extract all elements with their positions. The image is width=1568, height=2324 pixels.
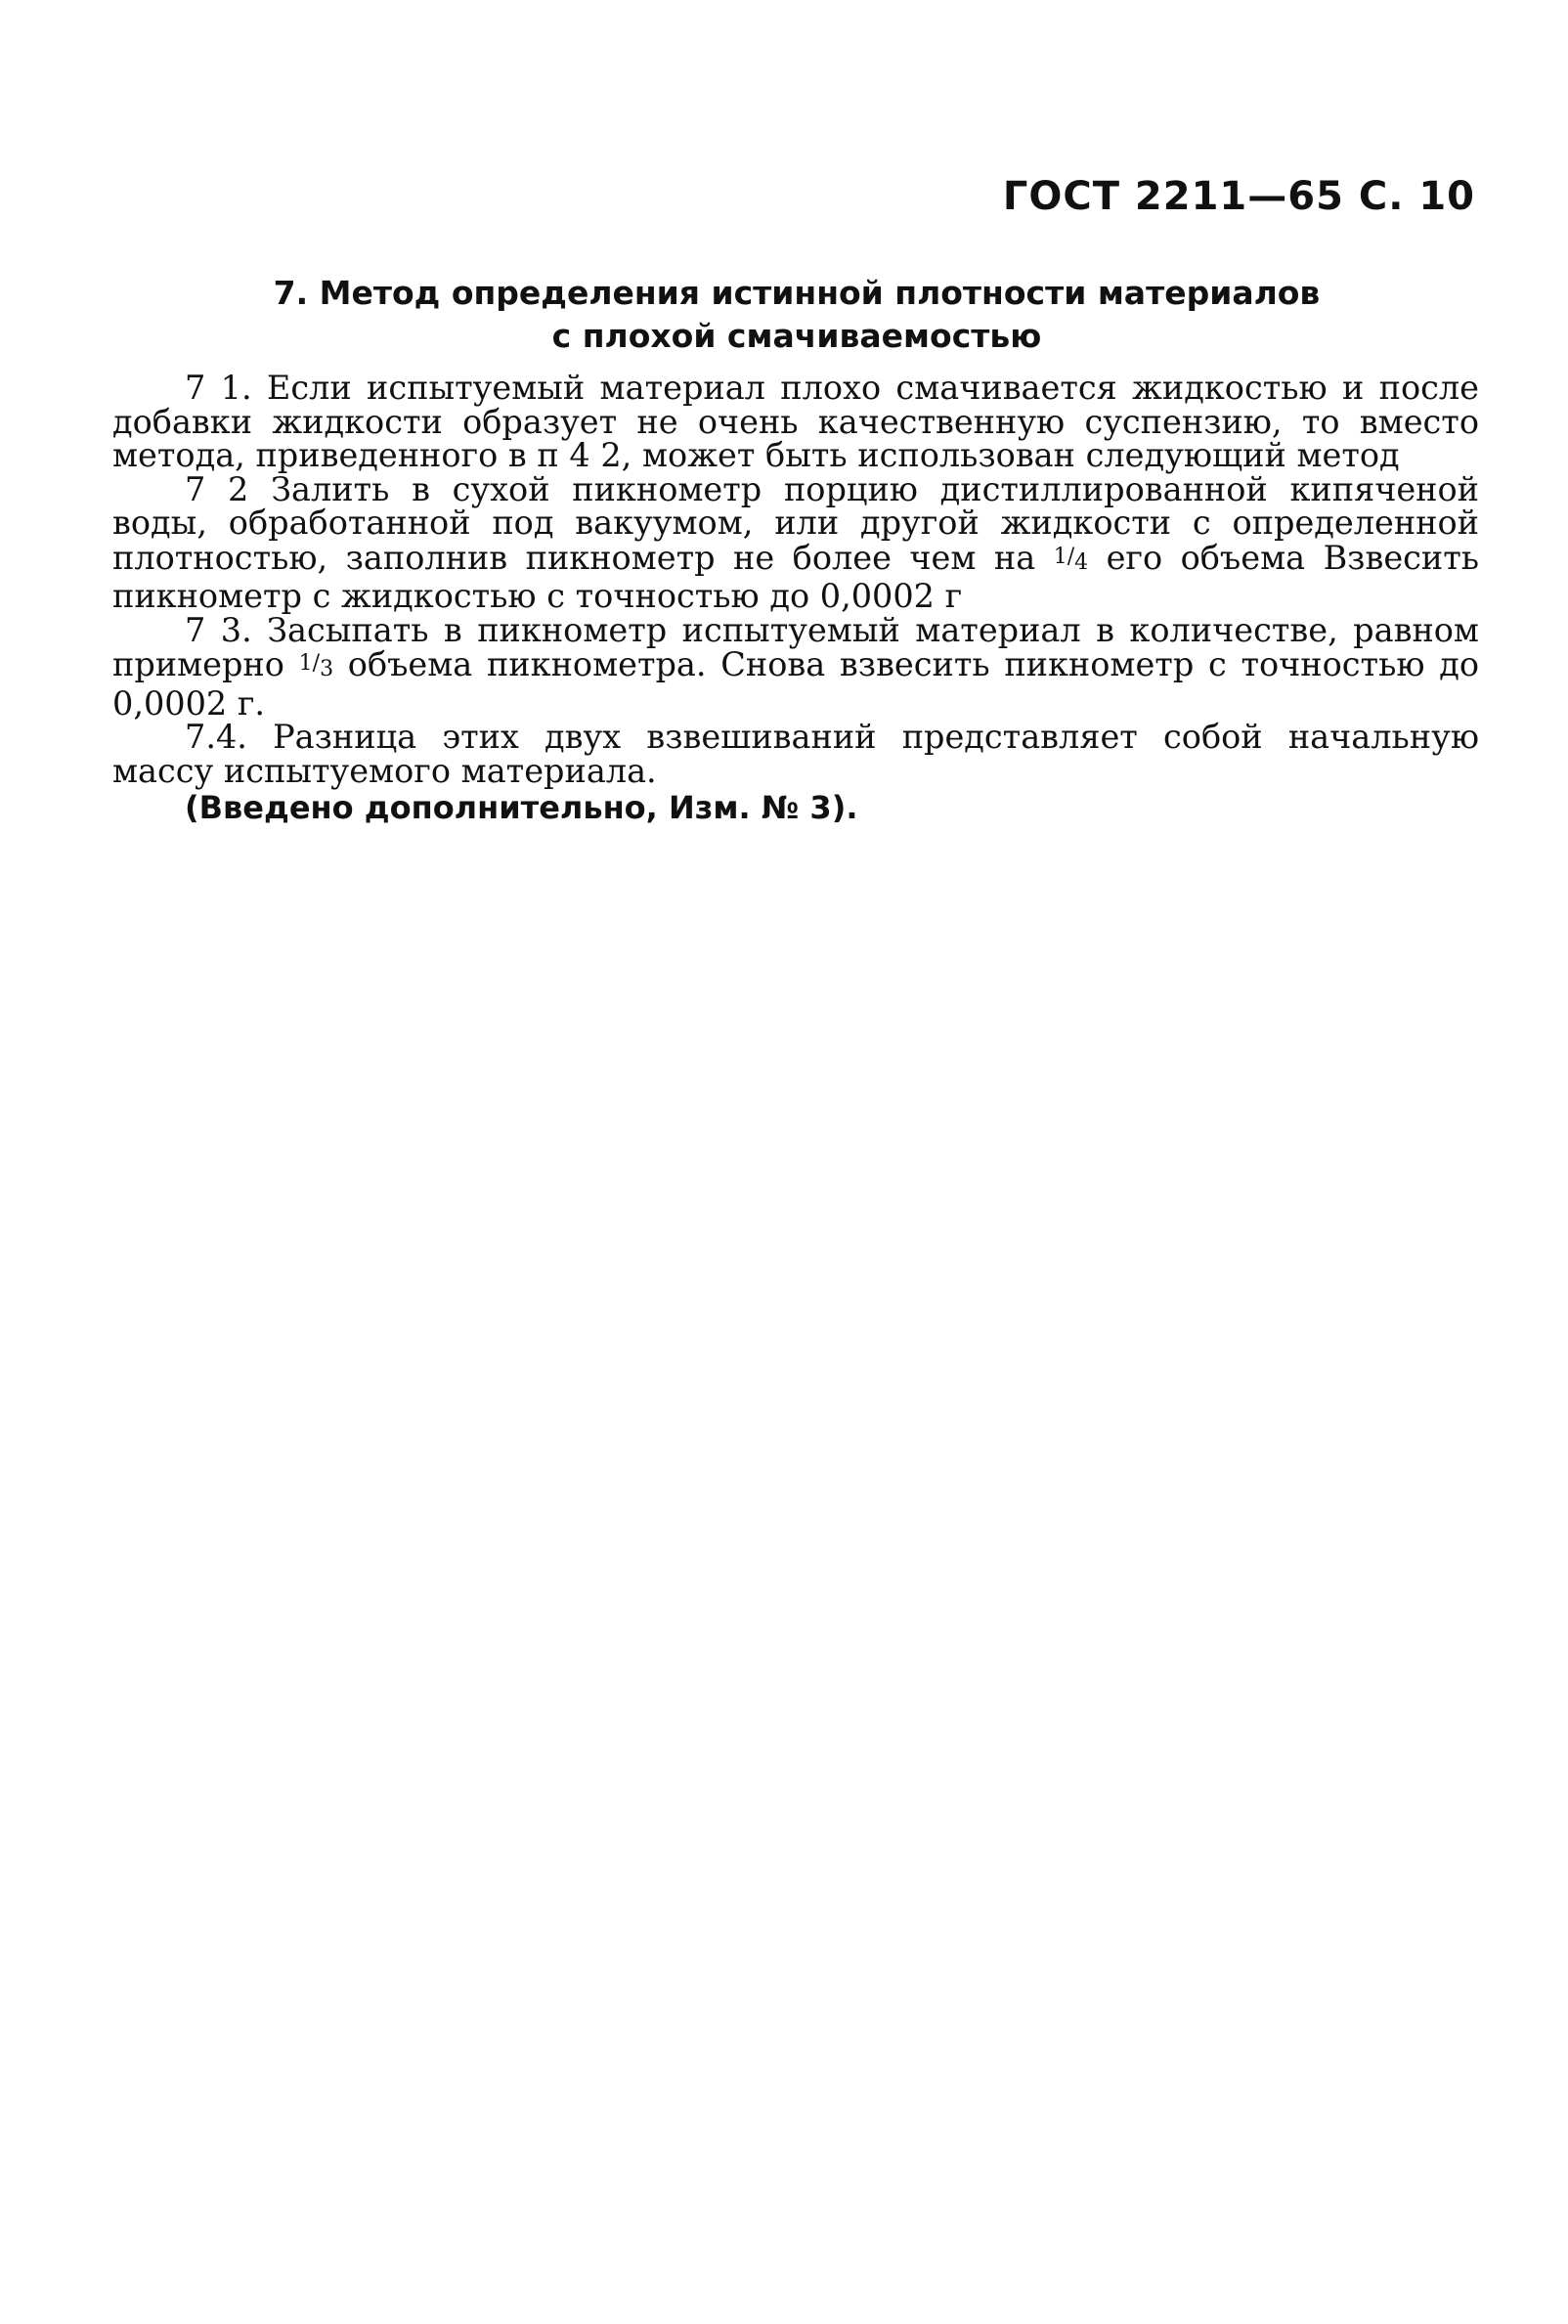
- amendment-note: (Введено дополнительно, Изм. № 3).: [185, 789, 858, 826]
- paragraph-7-2-text-start: 7 2 Залить в сухой пикнометр порцию дистиллированной кипяченой воды, обработанной под вакуумом, или другой жидкости с определенной плотностью, заполнив пикнометр не более чем на: [112, 469, 1479, 577]
- paragraph-7-3-text-start: 7 3. Засыпать в пикнометр испытуемый материал в количестве, равном примерно: [112, 610, 1479, 683]
- paragraph-7-1: 7 1. Если испытуемый материал плохо смачивается жидкостью и после добавки жидкости образует не очень качественную суспензию, то вместо метода, приведенного в п 4 2, может быть использован следующий метод: [112, 369, 1479, 474]
- page-header-standard-ref: ГОСТ 2211—65 С. 10: [1002, 174, 1475, 219]
- section-title: [117, 272, 1476, 358]
- paragraph-7-3: [112, 610, 1479, 723]
- section-title-line-1: 7. Метод определения истинной плотности материалов: [273, 274, 1321, 312]
- paragraph-7-3-text-end: объема пикнометра. Снова взвесить пикнометр с точностью до 0,0002 г.: [112, 645, 1479, 723]
- paragraph-7-2-text-end: его объема Взвесить пикнометр с жидкостью с точностью до 0,0002 г: [112, 538, 1480, 615]
- fraction-denominator: 3: [320, 657, 334, 681]
- fraction-numerator: 1: [1053, 544, 1067, 569]
- section-body: [112, 369, 1480, 827]
- fraction-one-third: $1/_3$: [298, 651, 334, 681]
- fraction-one-quarter: $1/_4$: [1053, 544, 1089, 575]
- fraction-numerator: 1: [298, 651, 313, 676]
- paragraph-7-4: 7.4. Разница этих двух взвешиваний представляет собой начальную массу испытуемого материала.: [112, 718, 1479, 790]
- section-title-line-2: с плохой смачиваемостью: [551, 317, 1042, 355]
- paragraph-7-2: [112, 469, 1480, 615]
- fraction-denominator: 4: [1074, 549, 1089, 575]
